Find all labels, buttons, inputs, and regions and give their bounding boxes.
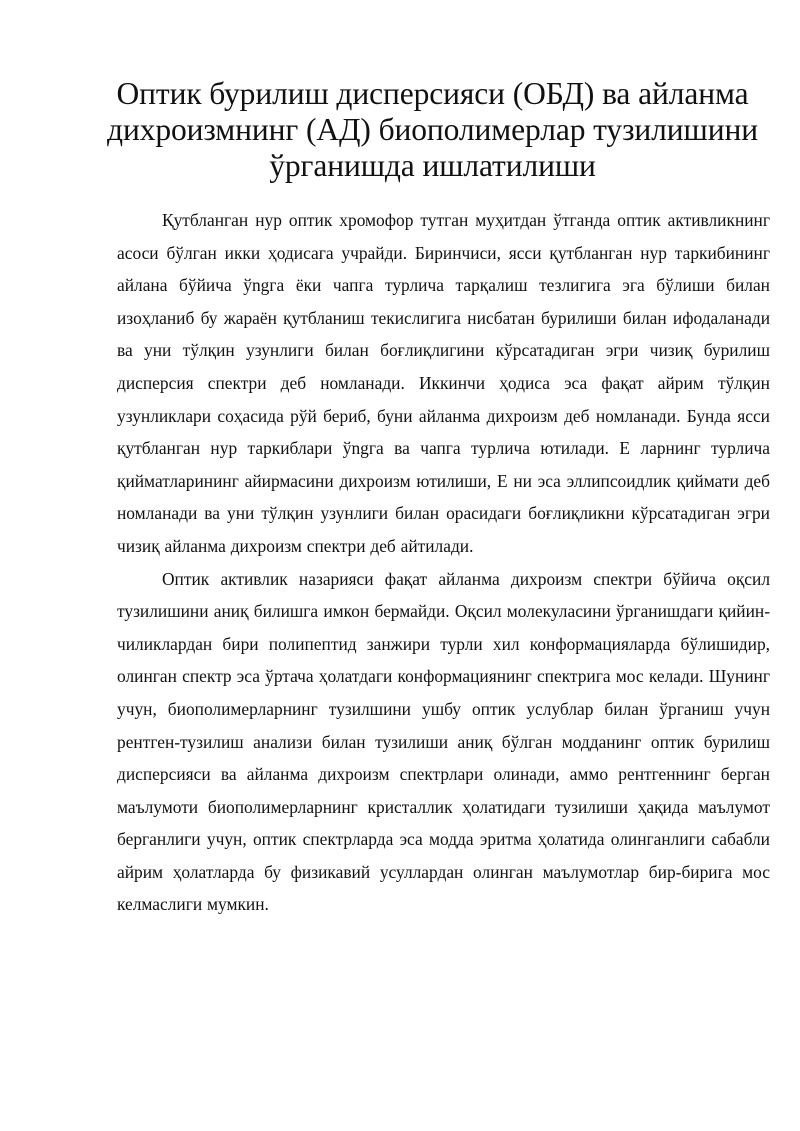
- document-title: Оптик бурилиш дисперсияси (ОБД) ва айланма дихроизмнинг (АД) биополимерлар тузилишини ўрганишда ишлатилиши: [107, 76, 758, 183]
- paragraph-2: Оптик активлик назарияси фақат айланма дихроизм спектри бўйича оқсил тузилишини аниқ билишга имкон бермайди. Оқсил молекуласини ўрганишдаги қийин-чиликлардан бири полипептид занжири турли хил конформацияларда бўлишидир, олинган спектр эса ўртача ҳолатдаги конформациянинг спектрига мос келади. Шунинг учун, биополимерларнинг тузилшини ушбу оптик услублар билан ўрганиш учун рентген-тузилиш анализи билан тузилиши аниқ бўлган модданинг оптик бурилиш дисперсияси ва айланма дихроизм спектрлари олинади, аммо рентгеннинг берган маълумоти биополимерларнинг кристаллик ҳолатидаги тузилиши ҳақида маълумот берганлиги учун, оптик спектрларда эса модда эритма ҳолатида олинганлиги сабабли айрим ҳолатларда бу физикавий усуллардан олинган маълумотлар бир-бирига мос келмаслиги мумкин.: [117, 568, 770, 915]
- paragraph-1: Қутбланган нур оптик хромофор тутган муҳитдан ўтганда оптик активликнинг асоси бўлган икки ҳодисага учрайди. Биринчиси, ясси қутбланган нур таркибининг айлана бўйича ўngга ёки чапга турлича тарқалиш тезлигига эга бўлиши билан изоҳланиб бу жараён қутбланиш текислигига нисбатан бурилиши билан ифодаланади ва уни тўлқин узунлиги билан боғлиқлигини кўрсатадиган эгри чизиқ бурилиш дисперсия спектри деб номланади. Иккинчи ҳодиса эса фақат айрим тўлқин узунликлари соҳасида рўй бериб, буни айланма дихроизм деб номланади. Бунда ясси қутбланган нур таркиблари ўngга ва чапга турлича ютилади. Е ларнинг турлича қийматларининг айирмасини дихроизм ютилиши, Е ни эса эллипсоидлик қиймати деб номланади ва уни тўлқин узунлиги билан орасидаги боғлиқликни кўрсатадиган эгри чизиқ айланма дихроизм спектри деб айтилади.: [117, 210, 770, 556]
- document-body: [117, 204, 770, 921]
